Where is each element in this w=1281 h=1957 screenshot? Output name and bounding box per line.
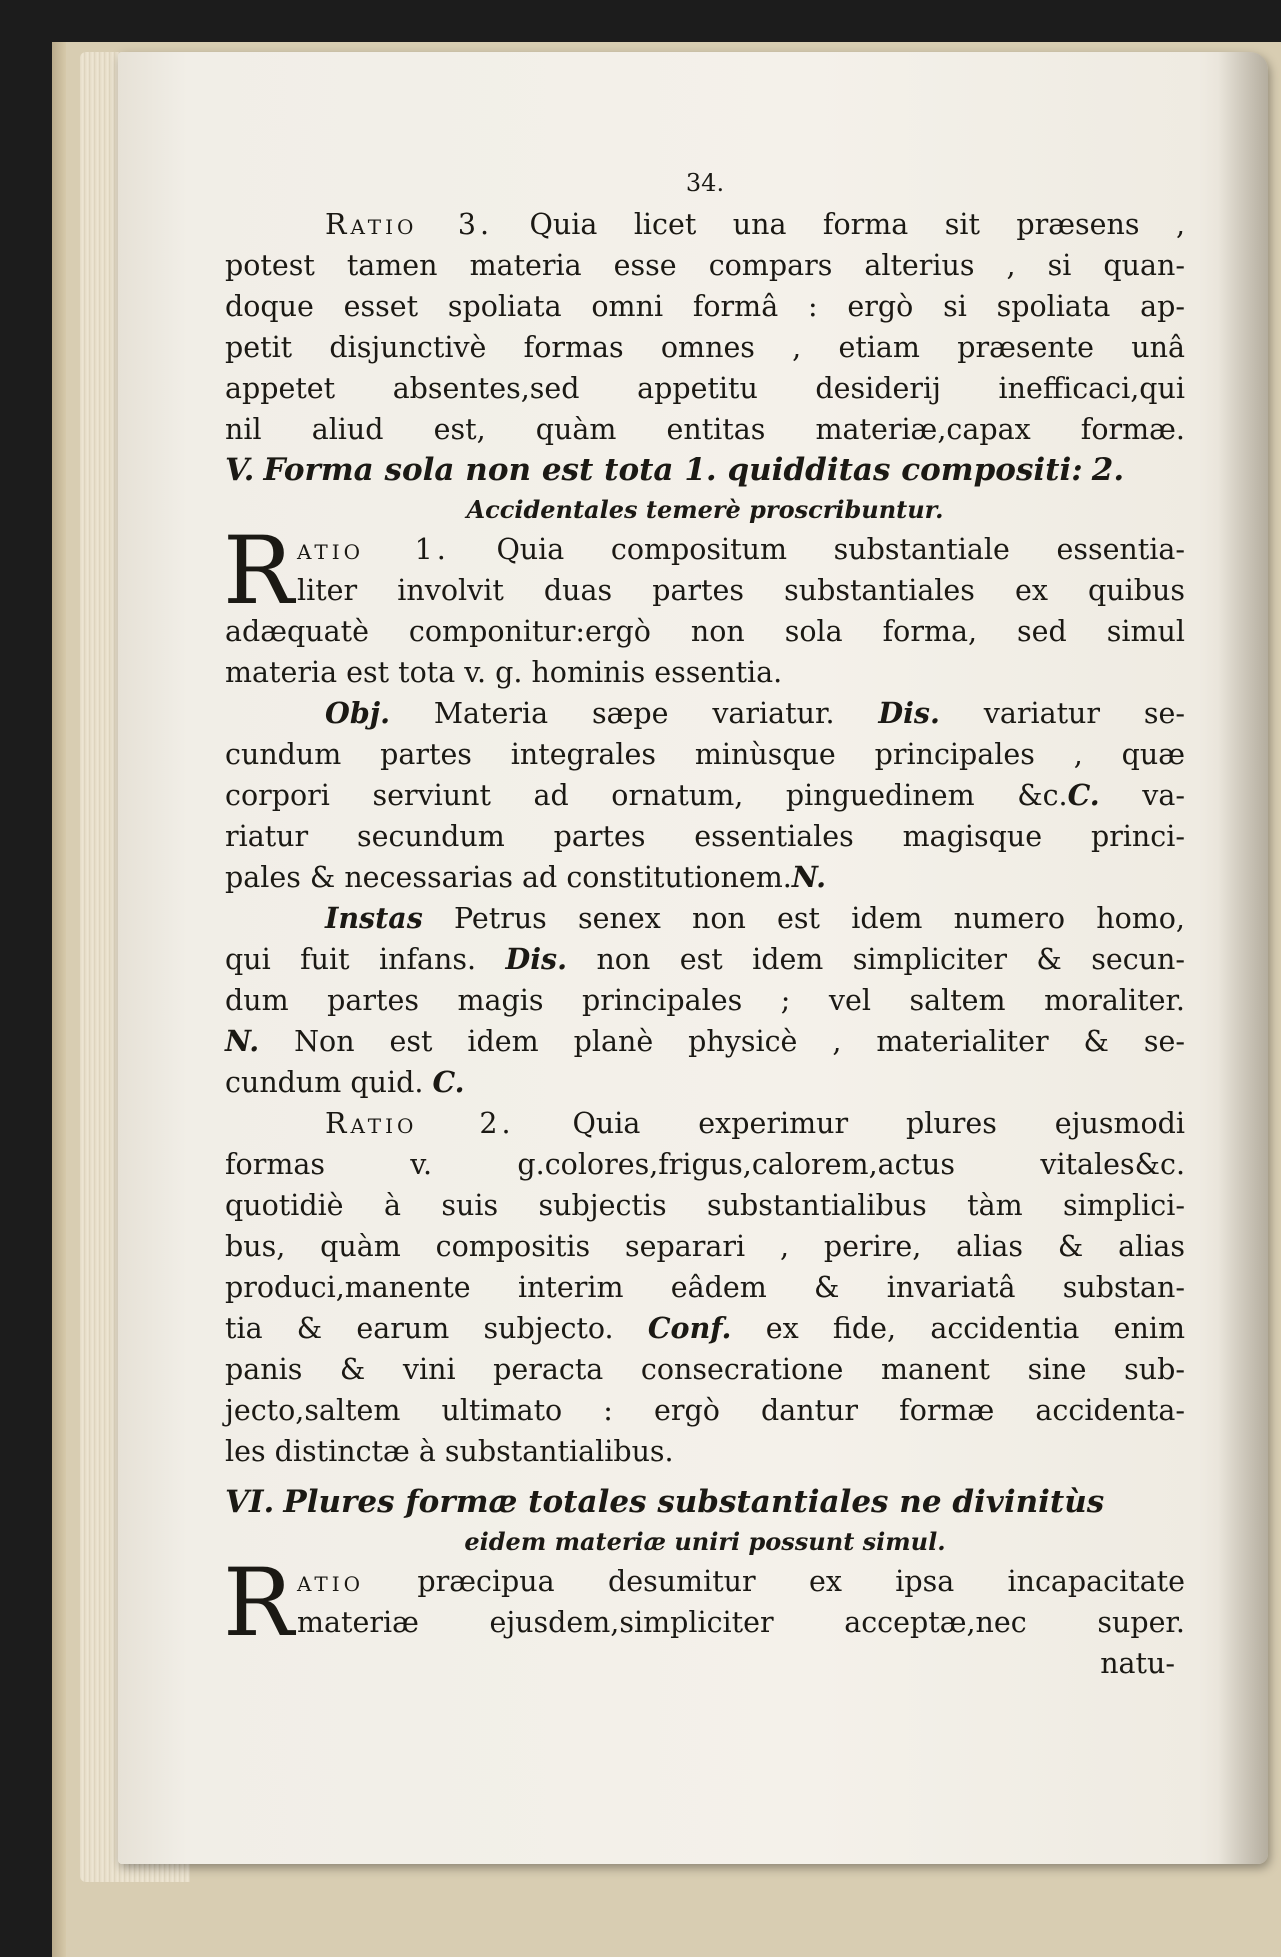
page-number: 34.: [685, 169, 725, 197]
ratio3-line-1: Ratio 3. Quia licet una forma sit præsens ,: [325, 208, 1186, 241]
instas-label: Instas: [325, 901, 423, 935]
obj-label: Obj.: [325, 696, 390, 730]
section-vi-title: Plures formæ totales substantiales ne divinitùs: [283, 1484, 1105, 1520]
ratio2-label: Ratio 2.: [325, 1107, 515, 1140]
ratio3-label: Ratio 3.: [325, 208, 494, 241]
ratio1-label: atio 1.: [297, 533, 450, 566]
ratio3-line-6: nil aliud est, quàm entitas materiæ,capax formæ.: [225, 413, 1185, 446]
section-v-title: Forma sola non est tota 1. quidditas compositi:: [263, 452, 1083, 488]
catchword: natu-: [1100, 1647, 1175, 1680]
section-vi-numeral: VI.: [225, 1484, 275, 1520]
conf-label: Conf.: [647, 1311, 732, 1345]
drop-cap: R: [223, 517, 294, 626]
ratio3-line-4: petit disjunctivè formas omnes , etiam præsente unâ: [225, 331, 1185, 364]
page-text: 34. Ratio 3. Quia licet una forma sit præsens , potest tamen materia esse compars alterius , si quan- doque esset spoliata omni formâ : ergò si spoliata ap- petit disjunctivè formas omnes , etiam præsente unâ appetet absentes,sed appetitu desiderij inefficaci,qui nil aliud est, quàm entitas materiæ,capax formæ. V. Forma sola non est tota 1. quidditas compositi: 2. Accidentales temerè proscribuntur. R atio 1. Quia compositum substantiale essentia- liter involvit duas partes substantiales ex quibus adæquatè componitur:ergò non sola forma, sed simul materia est tota v. g. hominis essentia. Obj. Materia sæpe variatur. Dis. variatur se- cundum partes integrales minùsque principales , quæ corpori serviunt ad ornatum, pinguedinem &c.C. va- riatur secundum partes essentiales magisque princi- pales & necessarias ad constitutionem.N. Instas Petrus senex non est idem numero homo, qui fuit infans. Dis. non est idem simpliciter & secun- dum partes magis principales ; vel saltem moraliter. N. Non est idem planè physicè , materialiter & se- cundum quid. C. Ratio 2. Quia experimur plures ejusmodi formas v. g.colores,frigus,calorem,actus vitales&c. quotidiè à suis subjectis substantialibus tàm simplici- bus, quàm compositis separari , perire, alias & alias produci,manente interim eâdem & invariatâ substan- tia & earum subjecto. Conf. ex fide, accidentia enim panis & vini peracta consecratione manent sine sub- jecto,saltem ultimato : ergò dantur formæ accidenta- les distinctæ à substantialibus. VI. Plures formæ totales substantiales ne divinitùs eidem materiæ uniri possunt simul. R atio præcipua desumitur ex ipsa incapacitate materiæ ejusdem,simpliciter acceptæ,nec super. natu-: [225, 168, 1185, 1684]
section-v-subtitle: Accidentales temerè proscribuntur.: [466, 495, 944, 524]
ratio3-line-2: potest tamen materia esse compars alterius , si quan-: [225, 249, 1185, 282]
drop-cap-2: R: [223, 1549, 294, 1658]
objection-line-1: Obj. Materia sæpe variatur. Dis. variatur se-: [325, 696, 1185, 730]
section-vi-subtitle: eidem materiæ uniri possunt simul.: [464, 1527, 946, 1556]
spine-shadow: [1218, 52, 1268, 1864]
ratio-last-paragraph: R atio præcipua desumitur ex ipsa incapacitate materiæ ejusdem,simpliciter acceptæ,nec super.: [223, 1549, 1186, 1658]
section-v-numeral: V.: [225, 452, 255, 488]
section-v-heading: V. Forma sola non est tota 1. quidditas compositi: 2.: [225, 452, 1125, 488]
ratio3-line-3: doque esset spoliata omni formâ : ergò si spoliata ap-: [225, 290, 1185, 323]
ratio1-paragraph: R atio 1. Quia compositum substantiale essentia- liter involvit duas partes substantiales ex quibus adæquatè componitur:ergò non sola forma, sed simul materia est tota v. g. hominis essentia.: [223, 517, 1185, 689]
instas-line-1: Instas Petrus senex non est idem numero homo,: [325, 901, 1185, 935]
section-vi-heading: [225, 1482, 1185, 1523]
ratio3-line-5: appetet absentes,sed appetitu desiderij inefficaci,qui: [225, 372, 1185, 405]
ratio2-line-1: Ratio 2. Quia experimur plures ejusmodi: [325, 1107, 1185, 1140]
book-cover-edge: [52, 42, 66, 1957]
